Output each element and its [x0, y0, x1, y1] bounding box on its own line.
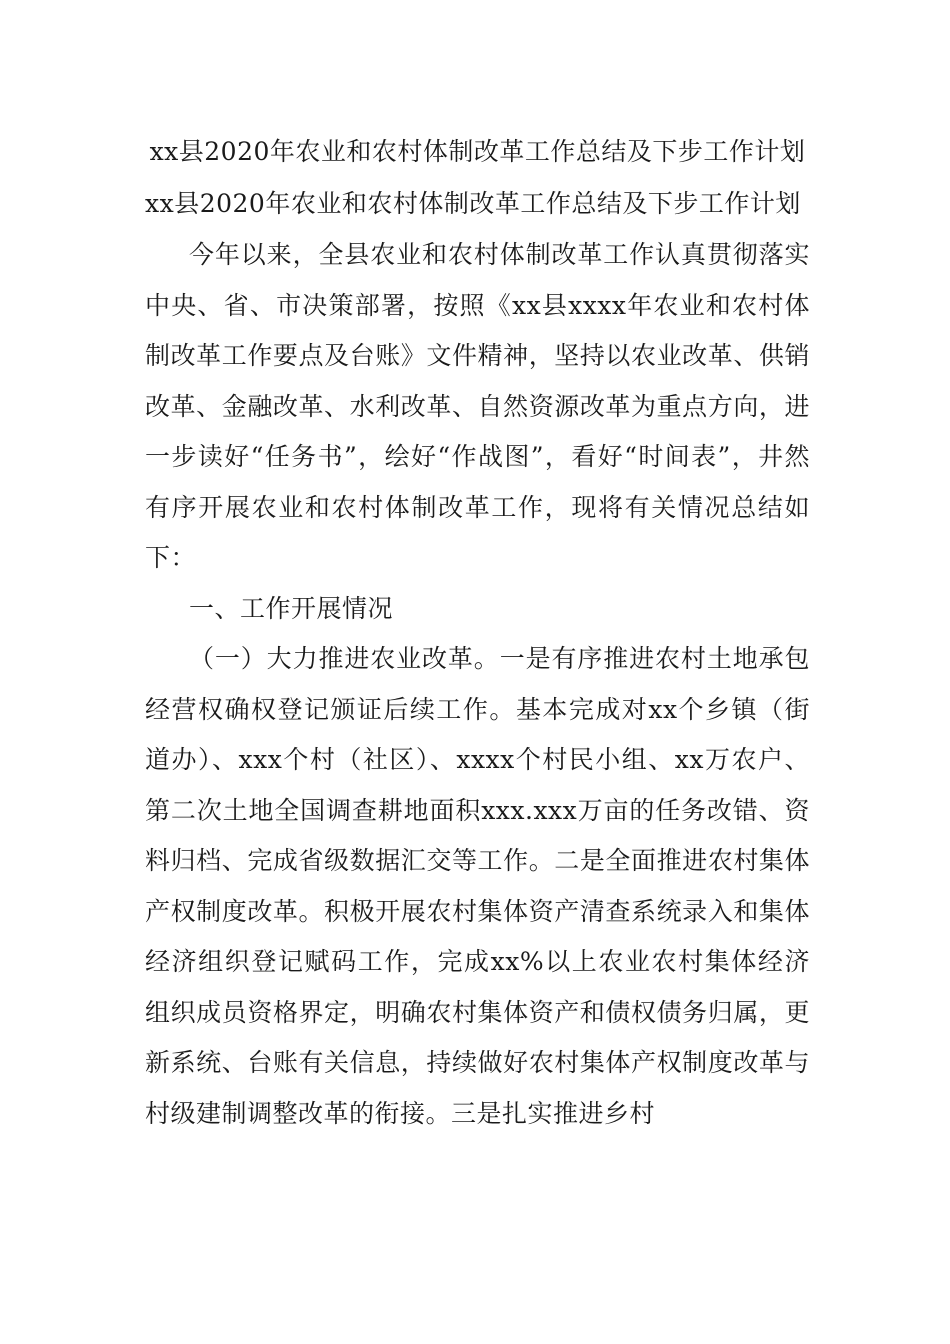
section-heading: 一、工作开展情况 — [189, 593, 394, 623]
document-subtitle: xx县2020年农业和农村体制改革工作总结及下步工作计划 — [145, 189, 801, 218]
body-paragraph-intro: 今年以来，全县农业和农村体制改革工作认真贯彻落实中央、省、市决策部署，按照《xx县xxxx年农业和农村体制改革工作要点及台账》文件精神，坚持以农业改革、供销改革、金融改革、水利改革、自然资源改革为重点方向，进一步读好“任务书”，绘好“作战图”，看好“时间表”，井然有序开展农业和农村体制改革工作，现将有关情况总结如下： — [145, 240, 810, 572]
body-paragraph-agriculture-reform: （一）大力推进农业改革。一是有序推进农村土地承包经营权确权登记颁证后续工作。基本完成对xx个乡镇（街道办）、xxx个村（社区）、xxxx个村民小组、xx万农户、第二次土地全国调查耕地面积xxx.xxx万亩的任务改错、资料归档、完成省级数据汇交等工作。二是全面推进农村集体产权制度改革。积极开展农村集体资产清查系统录入和集体经济组织登记赋码工作，完成xx%以上农业农村集体经济组织成员资格界定，明确农村集体资产和债权债务归属，更新系统、台账有关信息，持续做好农村集体产权制度改革与村级建制调整改革的衔接。三是扎实推进乡村 — [145, 644, 810, 1128]
document-page — [145, 128, 810, 1139]
document-title: xx县2020年农业和农村体制改革工作总结及下步工作计划 — [149, 137, 806, 166]
